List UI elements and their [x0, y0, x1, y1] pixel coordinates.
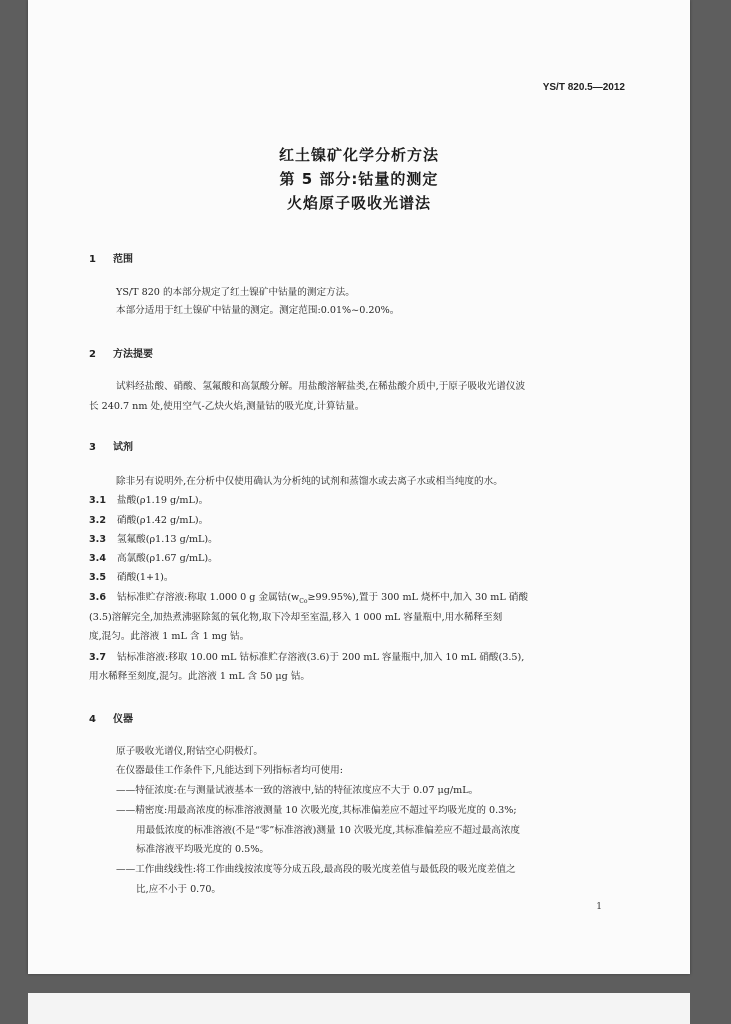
paragraph: 本部分适用于红土镍矿中钴量的测定。测定范围:0.01%~0.20%。: [116, 305, 400, 316]
section-title: 仪器: [113, 714, 133, 725]
paragraph: 在仪器最佳工作条件下,凡能达到下列指标者均可使用:: [116, 765, 343, 776]
paragraph: 试料经盐酸、硝酸、氢氟酸和高氯酸分解。用盐酸溶解盐类,在稀盐酸介质中,于原子吸收光谱仪波: [116, 381, 526, 392]
title-line-2: 第 5 部分:钴量的测定: [279, 170, 439, 188]
paragraph: 度,混匀。此溶液 1 mL 含 1 mg 钴。: [89, 631, 250, 642]
section-2-heading: [89, 345, 153, 360]
section-1-heading: [89, 250, 133, 265]
standard-number: YS/T 820.5—2012: [542, 82, 625, 93]
bullet-item: ——特征浓度:在与测量试液基本一致的溶液中,钴的特征浓度应不大于 0.07 μg/mL。: [116, 785, 479, 796]
paragraph: (3.5)溶解完全,加热煮沸驱除氮的氧化物,取下冷却至室温,移入 1 000 mL 容量瓶中,用水稀释至刻: [89, 612, 503, 623]
page-number: 1: [596, 902, 602, 912]
paragraph: 用最低浓度的标准溶液(不是“零”标准溶液)测量 10 次吸光度,其标准偏差应不超过最高浓度: [136, 825, 521, 836]
section-title: 范围: [113, 254, 133, 265]
list-item: 3.2 硝酸(ρ1.42 g/mL)。: [89, 515, 209, 526]
section-4-heading: [89, 710, 133, 725]
list-item: 3.3 氢氟酸(ρ1.13 g/mL)。: [89, 534, 218, 545]
section-number: 2: [89, 349, 96, 360]
bullet-item: ——精密度:用最高浓度的标准溶液测量 10 次吸光度,其标准偏差应不超过平均吸光度的 0.3%;: [116, 805, 517, 816]
section-title: 试剂: [113, 442, 133, 453]
title-line-1: 红土镍矿化学分析方法: [278, 146, 439, 164]
section-3-heading: [89, 438, 133, 453]
list-item: 3.5 硝酸(1+1)。: [89, 572, 174, 583]
list-item: 3.4 高氯酸(ρ1.67 g/mL)。: [89, 553, 218, 564]
paragraph: 用水稀释至刻度,混匀。此溶液 1 mL 含 50 μg 钴。: [89, 671, 311, 682]
list-item: 3.6 钴标准贮存溶液:称取 1.000 0 g 金属钴$(w_{Co}\ge 99.95\%)$,置于 300 mL 烧杯中,加入 30 mL 硝酸: [89, 592, 528, 605]
list-item: 3.1 盐酸(ρ1.19 g/mL)。: [89, 495, 209, 506]
paragraph: 除非另有说明外,在分析中仅使用确认为分析纯的试剂和蒸馏水或去离子水或相当纯度的水。: [116, 476, 503, 487]
paragraph: 比,应不小于 0.70。: [136, 884, 222, 895]
section-number: 3: [89, 442, 96, 453]
paragraph: 长 240.7 nm 处,使用空气-乙炔火焰,测量钴的吸光度,计算钴量。: [89, 401, 365, 412]
bullet-item: ——工作曲线线性:将工作曲线按浓度等分成五段,最高段的吸光度差值与最低段的吸光度差值之: [116, 864, 516, 875]
paragraph: 标准溶液平均吸光度的 0.5%。: [136, 844, 269, 855]
next-page-edge: [28, 993, 690, 1024]
title-line-3: 火焰原子吸收光谱法: [286, 194, 431, 212]
paragraph: 原子吸收光谱仪,附钴空心阴极灯。: [116, 746, 263, 757]
paragraph: YS/T 820 的本部分规定了红土镍矿中钴量的测定方法。: [116, 287, 355, 298]
list-item: 3.7 钴标准溶液:移取 10.00 mL 钴标准贮存溶液(3.6)于 200 mL 容量瓶中,加入 10 mL 硝酸(3.5),: [89, 652, 525, 663]
section-number: 4: [89, 714, 96, 725]
section-title: 方法提要: [113, 349, 153, 360]
document-page: [28, 0, 690, 974]
section-number: 1: [89, 254, 96, 265]
